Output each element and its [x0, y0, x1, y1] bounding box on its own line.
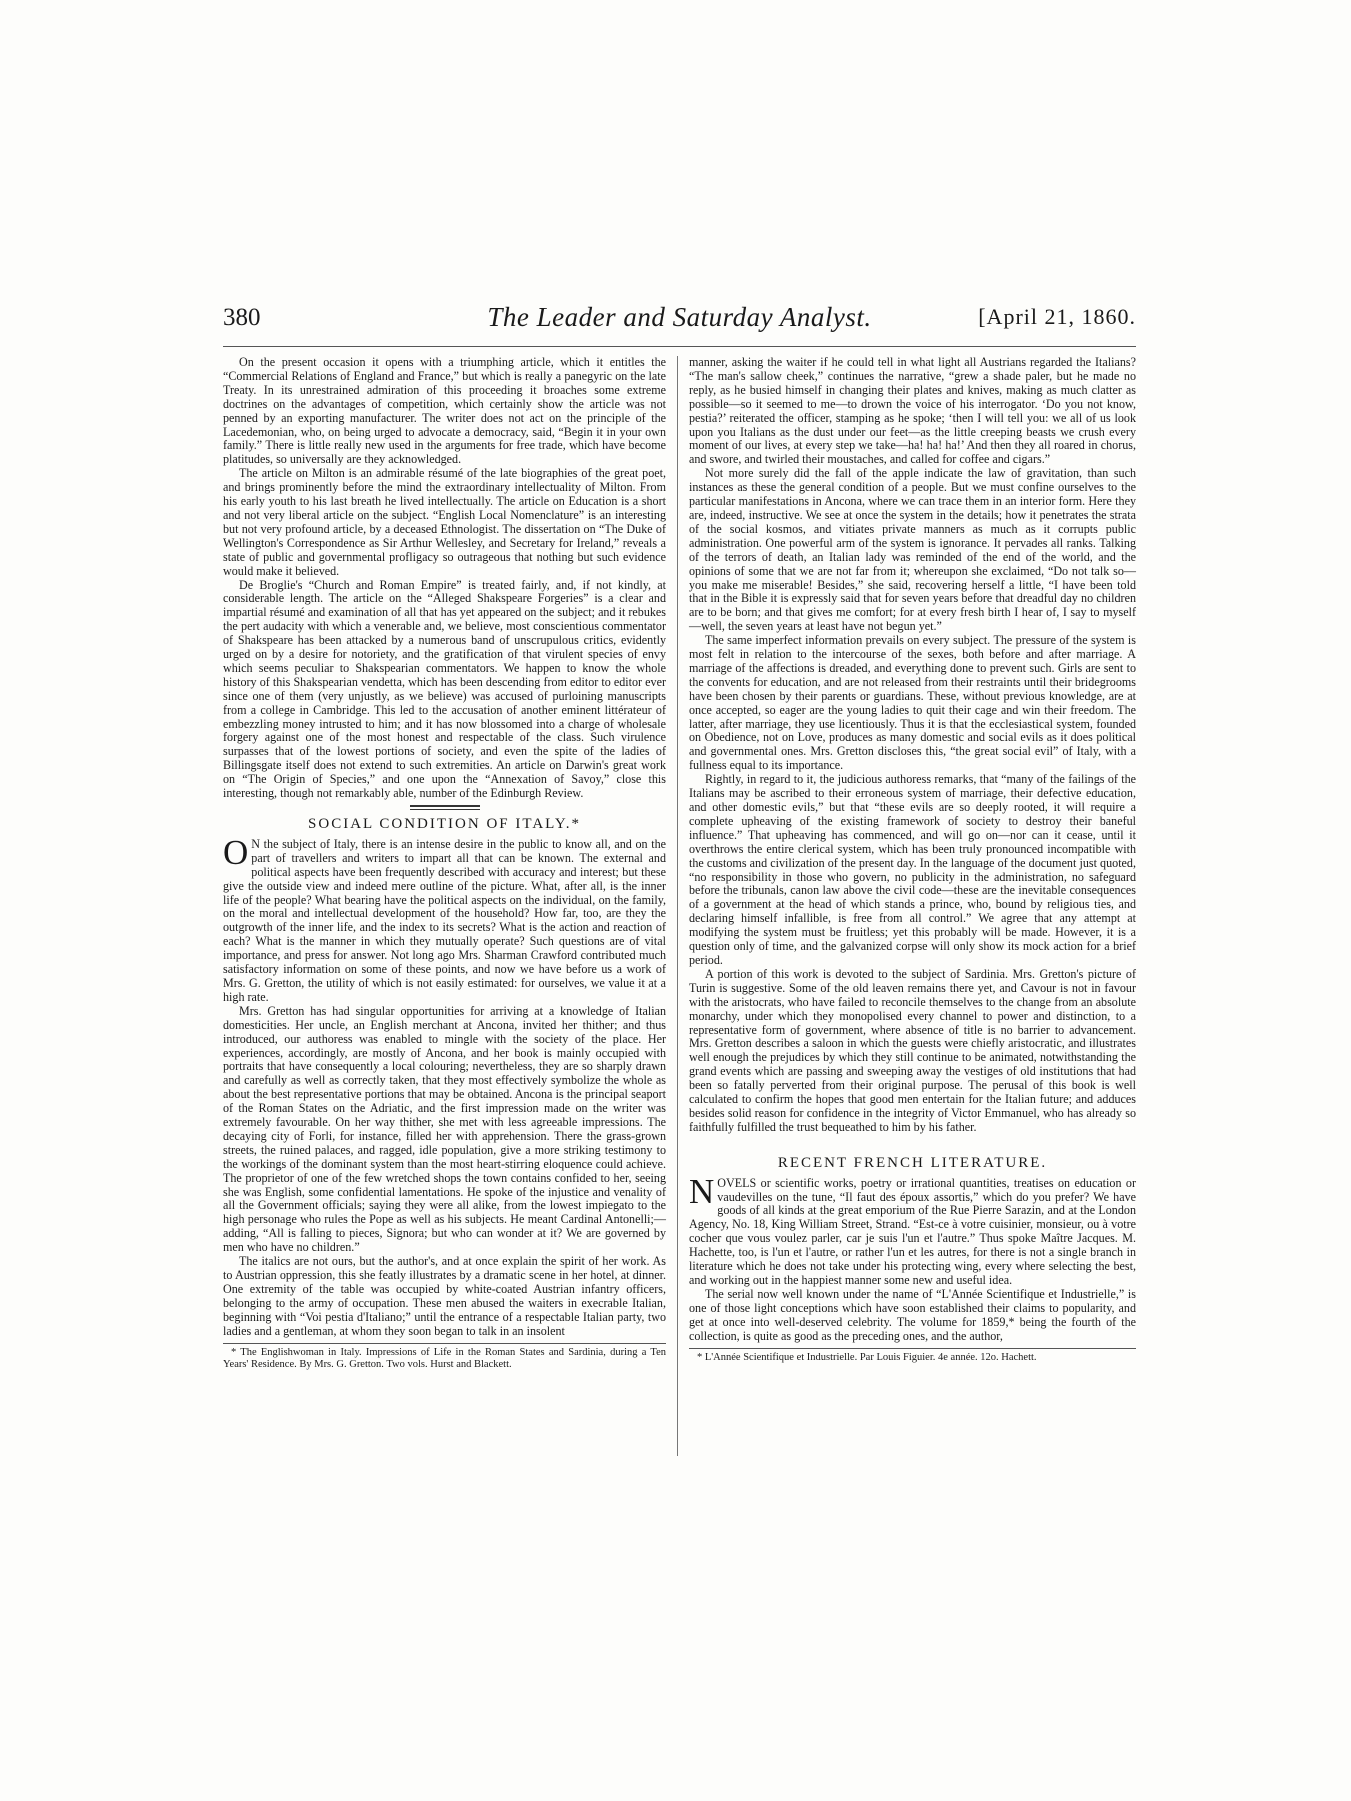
paragraph: Not more surely did the fall of the apple indicate the law of gravitation, than such instances as these the general condition of a people. But we must confine ourselves to the particular manifestations in Ancona, where we can trace them in an interior form. Here they are, indeed, instructive. We see at once the system in the details; how it penetrates the strata of the social kosmos, and vitiates private manners as much as it corrupts public administration. One powerful arm of the system is ignorance. It pervades all ranks. Talking of the terrors of death, an Italian lady was reminded of the end of the world, and the opinions of some that we are not far from it; whereupon she exclaimed, “Do not talk so—you make me miserable! Besides,” she said, recovering herself a little, “I have been told that in the Bible it is expressly said that for seven years before that dreadful day no children are to be born; and that gives me comfort; for at every fresh birth I hear of, I say to myself—well, the seven years at least have not begun yet.”: [689, 466, 1136, 634]
column-divider: [677, 356, 678, 1456]
paragraph: A portion of this work is devoted to the subject of Sardinia. Mrs. Gretton's picture of Turin is suggestive. Some of the old leaven remains there yet, and Cavour is not in favour with the aristocrats, who have failed to reconcile themselves to the change from an absolute monarchy, under which they monopolised every channel to power and distinction, to a representative form of government, where absence of title is no barrier to advancement. Mrs. Gretton describes a saloon in which the guests were chiefly aristocratic, and illustrates well enough the prejudices by which they still continue to be animated, notwithstanding the grand events which are passing and sweeping away the vestiges of old institutions that had been so fatally perverted from their original purpose. The perusal of this book is well calculated to confirm the hopes that good men entertain for the Italian future; and adduces besides solid reason for confidence in the integrity of Victor Emmanuel, who has already so faithfully fulfilled the trust bequeathed to him by his father.: [689, 966, 1136, 1134]
page-header: [223, 300, 1136, 344]
paragraph: On the present occasion it opens with a triumphing article, which it entitles the “Commercial Relations of England and France,” but which is really a panegyric on the late Treaty. In its unrestrained admiration of this proceeding it broaches some extreme doctrines on the advantages of competition, which certainly show the article was not penned by an exporting manufacturer. The writer does not act on the principle of the Lacedemonian, who, on being urged to advocate a democracy, said, “Begin it in your own family.” There is little really new used in the arguments for free trade, which have become platitudes, so universally are they acknowledged.: [223, 355, 666, 467]
footnote-text: * L'Année Scientifique et Industrielle. Par Louis Figuier. 4e année. 12o. Hachett.: [697, 1351, 1037, 1363]
right-column: [689, 356, 1136, 1364]
issue-date: [April 21, 1860.: [978, 304, 1136, 329]
section-separator: [410, 805, 480, 810]
paragraph: manner, asking the waiter if he could tell in what light all Austrians regarded the Italians? “The man's sallow cheek,” continues the narrative, “grew a shade paler, but he made no reply, as he busied himself in changing their plates and knives, making as much clatter as possible—so it seemed to me—to drown the voice of his interrogator. ‘Do you not know, pestia?’ reiterated the officer, stamping as he spoke; ‘then I will tell you: we all of us look upon you Italians as the dust under our feet—as the little creeping beasts we crush every moment of our lives, at every step we take—ha! ha! ha!’ And then they all roared in chorus, and swore, and twirled their moustaches, and called for coffee and cigars.”: [689, 355, 1136, 467]
paragraph: The serial now well known under the name of “L'Année Scientifique et Industrielle,” is one of those light conceptions which have soon established their claims to popularity, and get at once into well-deserved celebrity. The volume for 1859,* being the fourth of the collection, is quite as good as the preceding ones, and the author,: [689, 1286, 1136, 1343]
left-column: [223, 356, 666, 1371]
publication-title: The Leader and Saturday Analyst.: [487, 302, 872, 332]
paragraph-text: OVELS or scientific works, poetry or irrational quantities, treatises on education or vaudevilles on the tune, “Il faut des époux assortis,” which do you prefer? We have goods of all kinds at the great emporium of the Rue Pierre Sarazin, and at the London Agency, No. 18, King William Street, Strand. “Est-ce à votre cuisinier, monsieur, ou à votre cocher que vous voulez parler, car je suis l'un et l'autre.” Thus spoke Maître Jacques. M. Hachette, too, is l'un et l'autre, or rather l'un et les autres, for there is not a single branch in literature which he does not take under his protecting wing, every where selecting the best, and working out in the happiest manner some new and useful idea.: [689, 1175, 1136, 1287]
footnote: [689, 1348, 1136, 1364]
paragraph-text: N the subject of Italy, there is an intense desire in the public to know all, and on the part of travellers and writers to impart all that can be known. The external and political aspects have been frequently described with accuracy and interest; but these give the outside view and indeed mere outline of the picture. What, after all, is the inner life of the people? What bearing have the political aspects on the individual, on the family, on the moral and intellectual development of the household? How far, too, are they the outgrowth of the inner life, and the index to its secrets? What is the action and reaction of each? What is the manner in which they mutually operate? Such questions are of vital importance, and press for answer. Not long ago Mrs. Sharman Crawford contributed much satisfactory information on some of these points, and now we have before us a work of Mrs. G. Gretton, the utility of which is not easily estimated: for ourselves, we value it at a high rate.: [223, 836, 666, 1004]
paragraph: [223, 832, 666, 1005]
paragraph: De Broglie's “Church and Roman Empire” is treated fairly, and, if not kindly, at considerable length. The article on the “Alleged Shakspeare Forgeries” is a clear and impartial résumé and examination of all that has yet appeared on the subject; and it rebukes the pert audacity with which a venerable and, we believe, most conscientious commentator of Shakspeare has been attacked by a numerous band of unscrupulous critics, evidently urged on by a desire for notoriety, and the gratification of that virulent species of envy which seems peculiar to Shakspearian commentators. We happen to know the whole history of this Shakspearian vendetta, which has been descending from editor to editor ever since one of them (very unjustly, as we believe) was accused of purloining manuscripts from a college in Cambridge. This led to the accusation of another eminent littérateur of embezzling money intrusted to him; and it has now blossomed into a charge of wholesale forgery against one of the most honest and respectable of the class. Such virulence surpasses that of the lowest portions of society, and even the spite of the ladies of Billingsgate itself does not extend to such extremities. An article on Darwin's great work on “The Origin of Species,” and one upon the “Annexation of Savoy,” close this interesting, though not remarkably able, number of the Edinburgh Review.: [223, 577, 666, 801]
paragraph: [689, 1171, 1136, 1288]
section-heading-italy: SOCIAL CONDITION OF ITALY.*: [308, 816, 581, 832]
header-rule: [223, 346, 1136, 347]
paragraph: The article on Milton is an admirable résumé of the late biographies of the great poet, and brings prominently before the mind the extraordinary intellectuality of Milton. From his early youth to his last breath he lived intellectually. The article on Education is a short and not very liberal article on the subject. “English Local Nomenclature” is an interesting but not very profound article, by a deceased Ethnologist. The dissertation on “The Duke of Wellington's Correspondence as Sir Arthur Wellesley, and Secretary for Ireland,” reveals a state of public and governmental profligacy so outrageous that nothing but such evidence would make it believed.: [223, 466, 666, 578]
drop-cap: O: [223, 832, 249, 872]
section-heading-french: RECENT FRENCH LITERATURE.: [777, 1154, 1048, 1171]
drop-cap: N: [689, 1171, 715, 1211]
paragraph: The same imperfect information prevails on every subject. The pressure of the system is most felt in relation to the intercourse of the sexes, both before and after marriage. A marriage of the affections is dreaded, and everything done to prevent such. Girls are sent to the convents for education, and are not released from their restraints until their bridegrooms have been chosen by their parents or guardians. These, without previous knowledge, are at once accepted, so eager are the young ladies to quit their cage and win their freedom. The latter, after marriage, they use licentiously. Thus it is that the ecclesiastical system, founded on Obedience, not on Love, produces as many domestic and social evils as it does political and governmental ones. Mrs. Gretton discloses this, “the great social evil” of Italy, with a fullness equal to its importance.: [689, 633, 1136, 773]
footnote: [223, 1343, 666, 1371]
paragraph: The italics are not ours, but the author's, and at once explain the spirit of her work. As to Austrian oppression, this she featly illustrates by a dramatic scene in her hotel, at dinner. One extremity of the table was occupied by white-coated Austrian infantry officers, belonging to the army of occupation. These men abused the waiters in execrable Italian, beginning with “Voi pestia d'Italiano;” until the entrance of a respectable Italian party, two ladies and a gentleman, at whom they soon began to talk in an insolent: [223, 1254, 666, 1338]
paragraph: Rightly, in regard to it, the judicious authoress remarks, that “many of the failings of the Italians may be ascribed to their erroneous system of marriage, their defective education, and other domestic evils,” but that “these evils are so deeply rooted, it will require a complete upheaving of the existing framework of society to destroy their baneful influence.” That upheaving has commenced, and will go on—nor can it cease, until it overthrows the entire clerical system, which has been truly pronounced incompatible with the customs and civilization of the present day. In the language of the document just quoted, “no responsibility in those who govern, no publicity in the administration, no safeguard before the tribunals, canon law above the civil code—these are the inevitable consequences of a government at the head of which stands a prince, who, bound by religious ties, and declaring himself infallible, is free from all control.” We agree that any attempt at modifying the system must be fruitless; yet this probably will be made. However, it is a question only of time, and the galvanized corpse will only show its mock action for a brief period.: [689, 772, 1136, 967]
footnote-text: * The Englishwoman in Italy. Impressions of Life in the Roman States and Sardinia, during a Ten Years' Residence. By Mrs. G. Gretton. Two vols. Hurst and Blackett.: [223, 1346, 666, 1370]
paragraph: Mrs. Gretton has had singular opportunities for arriving at a knowledge of Italian domesticities. Her uncle, an English merchant at Ancona, invited her thither; and thus introduced, our authoress was enabled to mingle with the society of the place. Her experiences, accordingly, are mostly of Ancona, and her book is mainly occupied with portraits that have consequently a local colouring; nevertheless, they are so sharply drawn and carefully as well as correctly taken, that they most effectively symbolize the whole as about the best representative portions that may be obtained. Ancona is the principal seaport of the Roman States on the Adriatic, and the first impression made on the writer was extremely favourable. On her way thither, she met with less agreeable impressions. The decaying city of Forli, for instance, filled her with apprehension. There the grass-grown streets, the ruined palaces, and ragged, idle population, give a more striking testimony to the workings of the dominant system than the most heart-stirring eloquence could achieve. The proprietor of one of the few wretched shops the town contains confided to her, seeing she was English, some confidential lamentations. He spoke of the injustice and venality of all the Government officials; saying they were all alike, from the lowest impiegato to the high personage who rules the Pope as well as his subjects. He meant Cardinal Antonelli;—adding, “All is falling to pieces, Signora; but who can wonder at it? We are governed by men who have no children.”: [223, 1003, 666, 1255]
page-number: 380: [223, 304, 261, 331]
